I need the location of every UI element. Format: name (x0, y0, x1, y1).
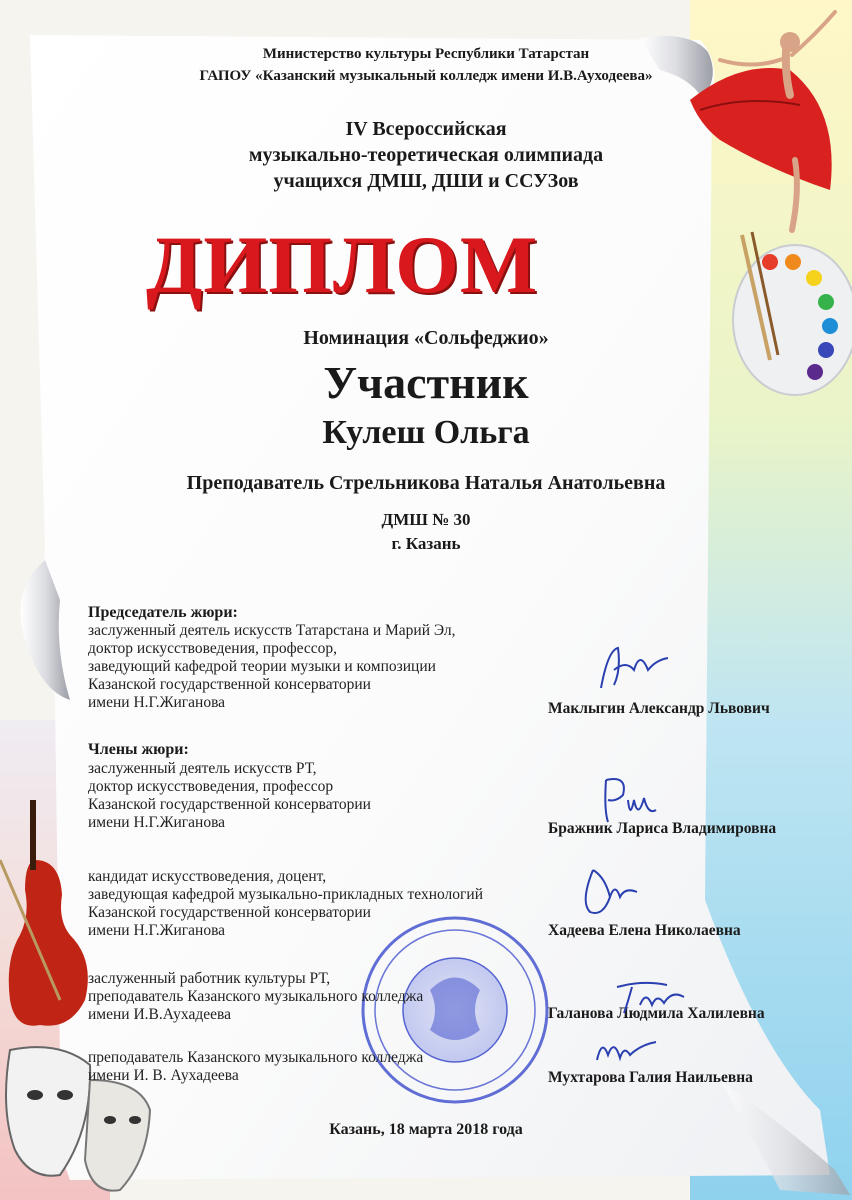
event-line-3: учащихся ДМШ, ДШИ и ССУЗов (273, 170, 579, 192)
event-line-2: музыкально-теоретическая олимпиада (248, 144, 604, 166)
ministry-line: Министерство культуры Республики Татарстан (262, 46, 590, 62)
jury-member-1-name: Бражник Лариса Владимировна (548, 820, 777, 837)
jury-chair-name: Маклыгин Александр Львович (548, 700, 770, 717)
jury-member-4-name: Мухтарова Галия Наильевна (548, 1069, 753, 1086)
place-date: Казань, 18 марта 2018 года (329, 1121, 523, 1138)
college-line: ГАПОУ «Казанский музыкальный колледж имени И.В.Ауходеева» (199, 68, 653, 84)
signature-member-3 (612, 975, 692, 1015)
school-line: ДМШ № 30 (381, 510, 471, 529)
jury-member-3-credentials: заслуженный работник культуры РТ, преподаватель Казанского музыкального колледжа имени И.В.Аухадеева (88, 970, 424, 1023)
signature-member-1 (598, 770, 660, 828)
jury-chair-credentials: заслуженный деятель искусств Татарстана и Марий Эл, доктор искусствоведения, профессор, заведующий кафедрой теории музыки и композиции Казанской государственной консерватории имени Н.Г.Жиганова (88, 622, 456, 711)
jury-member-2-credentials: кандидат искусствоведения, доцент, заведующая кафедрой музыкально-прикладных технологий Казанской государственной консерватории имени Н.Г.Жиганова (88, 868, 483, 939)
city-line: г. Казань (391, 534, 461, 553)
jury-member-3-name: Галанова Людмила Халилевна (548, 1005, 765, 1022)
signature-member-4 (592, 1030, 662, 1070)
nomination: Номинация «Сольфеджио» (303, 327, 549, 349)
jury-chair-heading: Председатель жюри: (88, 604, 238, 621)
signature-member-2 (575, 862, 645, 920)
teacher-line: Преподаватель Стрельникова Наталья Анатольевна (186, 472, 666, 494)
jury-member-4-credentials: преподаватель Казанского музыкального колледжа имени И. В. Аухадеева (88, 1049, 424, 1084)
status-title: Участник (323, 357, 529, 408)
event-line-1: IV Всероссийская (345, 118, 507, 140)
jury-members-heading: Члены жюри: (88, 741, 189, 758)
jury-member-1-credentials: заслуженный деятель искусств РТ, доктор искусствоведения, профессор Казанской государственной консерватории имени Н.Г.Жиганова (88, 760, 371, 831)
diploma-title: ДИПЛОМ (146, 219, 539, 310)
recipient-name: Кулеш Ольга (322, 414, 530, 451)
signature-chair (596, 640, 676, 695)
jury-member-2-name: Хадеева Елена Николаевна (548, 922, 741, 939)
